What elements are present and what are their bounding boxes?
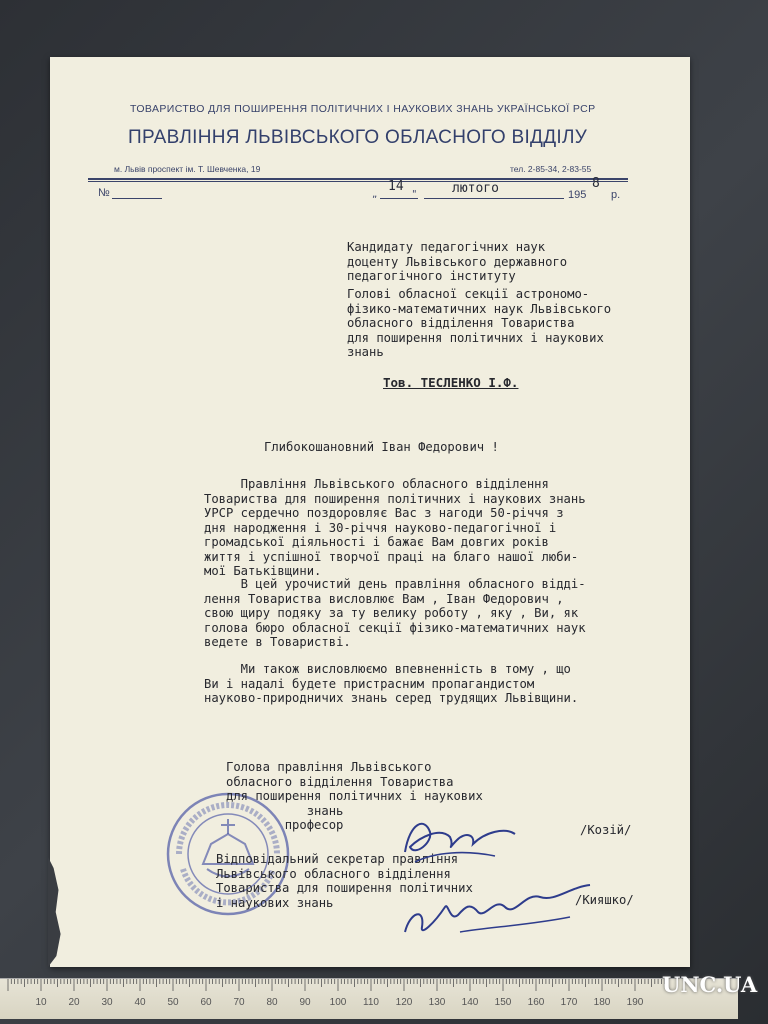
date-quote-close: "	[412, 189, 417, 200]
signature-block-chairman: Голова правління Львівського обласного відділення Товариства для поширення політичних і наукових знань професор	[226, 760, 483, 832]
number-line	[112, 198, 162, 199]
ruler-label: 10	[35, 997, 47, 1008]
ruler-label: 190	[626, 997, 644, 1008]
date-suffix: р.	[611, 189, 621, 201]
ruler-label: 110	[363, 997, 379, 1008]
letterhead-society: ТОВАРИСТВО ДЛЯ ПОШИРЕННЯ ПОЛІТИЧНИХ І НАУКОВИХ ЗНАНЬ УКРАЇНСЬКОЇ РСР	[130, 103, 596, 115]
letterhead-rule	[88, 178, 628, 180]
watermark: UNC.UA	[662, 972, 758, 997]
ruler-label: 40	[134, 997, 146, 1008]
letterhead-title: ПРАВЛІННЯ ЛЬВІВСЬКОГО ОБЛАСНОГО ВІДДІЛУ	[128, 127, 588, 148]
ruler-label: 20	[68, 997, 80, 1008]
addressee-position: Голові обласної секції астрономо- фізико-математичних наук Львівського обласного відділення Товариства для поширення політичних і наукових знань	[347, 287, 612, 359]
ruler-label: 160	[527, 997, 545, 1008]
ruler-label: 50	[167, 997, 179, 1008]
letterhead-rule-thin	[88, 181, 628, 182]
ruler-label: 150	[494, 997, 512, 1008]
ruler-label: 100	[329, 997, 347, 1008]
letter-document	[50, 57, 690, 967]
signature-name-secretary: /Кияшко/	[575, 893, 634, 907]
ruler-label: 170	[560, 997, 578, 1008]
ruler-label: 30	[101, 997, 113, 1008]
ruler-label: 120	[395, 997, 413, 1008]
number-label: №	[98, 187, 110, 199]
letterhead-address: м. Львів проспект ім. Т. Шевченка, 19	[114, 164, 261, 174]
date-year-digit: 8	[592, 176, 600, 191]
date-year-prefix: 195	[568, 189, 587, 201]
signature-name-chairman: /Козій/	[580, 823, 632, 837]
addressee-title: Кандидату педагогічних наук доценту Львівського державного педагогічного інституту	[347, 240, 568, 283]
body-paragraph-1: Правління Львівського обласного відділення Товариства для поширення політичних і наукових знань УРСР сердечно поздоровляє Вас з нагоди 50-річчя з дня народження і 30-річчя науково-педагогічної і громадської діяльності і бажає Вам довгих років життя і успішної творчої праці на благо нашої люби- мої Батьківщини.	[204, 477, 586, 578]
body-paragraph-3: Ми також висловлюємо впевненність в тому , що Ви і надалі будете пристрасним пропагандистом науково-природничих знань серед трудящих Львівщини.	[204, 662, 579, 705]
ruler-label: 180	[593, 997, 611, 1008]
ruler-label: 80	[266, 997, 278, 1008]
salutation: Глибокошановний Іван Федорович !	[264, 440, 499, 454]
measuring-ruler	[0, 978, 738, 1019]
ruler-label: 60	[200, 997, 212, 1008]
date-day-line	[380, 198, 418, 199]
date-month: лютого	[452, 181, 499, 196]
ruler-label: 70	[233, 997, 245, 1008]
ruler-label: 130	[428, 997, 446, 1008]
signature-block-secretary: Відповідальний секретар правління Львівського обласного відділення Товариства для поширення політичних і наукових знань	[216, 852, 473, 910]
torn-edge	[48, 857, 62, 967]
date-day: 14	[388, 179, 404, 194]
letterhead-phones: тел. 2-85-34, 2-83-55	[510, 164, 592, 174]
date-quote-open: „	[372, 189, 378, 200]
ruler-ticks	[0, 979, 738, 1019]
ruler-label: 90	[299, 997, 311, 1008]
recipient-name: Тов. ТЕСЛЕНКО І.Ф.	[383, 375, 519, 390]
body-paragraph-2: В цей урочистий день правління обласного відді- лення Товариства висловлює Вам , Іван Федорович , свою щиру подяку за ту велику роботу , яку , Ви, як голова бюро обласної секції фізико-математичних наук ведете в Товаристві.	[204, 577, 586, 649]
ruler-label: 140	[461, 997, 479, 1008]
date-month-line	[424, 198, 564, 199]
